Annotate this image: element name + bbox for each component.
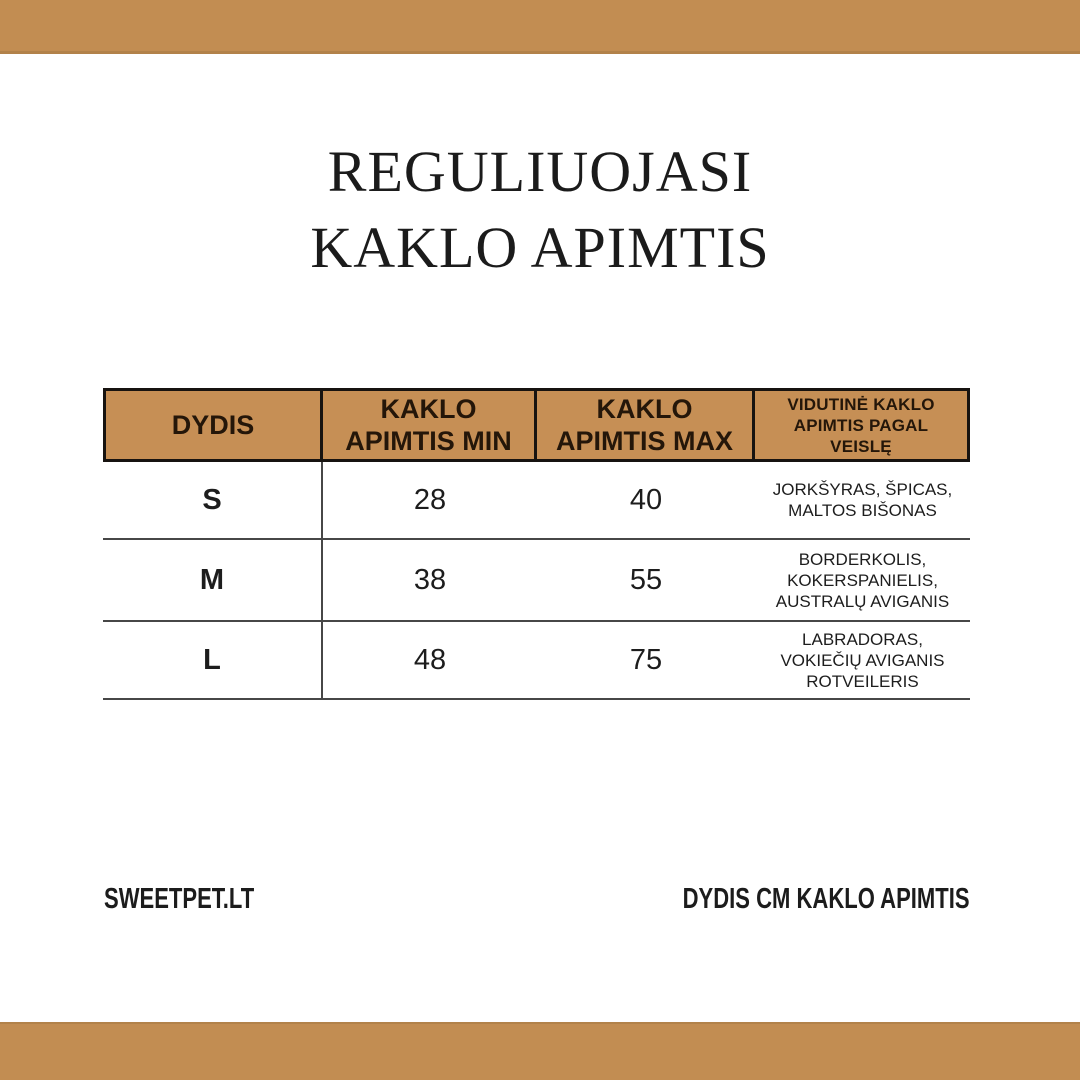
- breeds-line: AUSTRALŲ AVIGANIS: [775, 591, 950, 611]
- table-row-size-m: [103, 540, 970, 622]
- cell-max: 55: [629, 563, 663, 596]
- breeds-line: KOKERSPANIELIS,: [787, 570, 938, 590]
- size-unit-note: DYDIS CM KAKLO APIMTIS: [683, 883, 970, 915]
- column-header-label: VEISLĘ: [830, 436, 892, 456]
- breeds-line: ROTVEILERIS: [806, 671, 919, 691]
- bottom-accent-bar: [0, 1022, 1080, 1080]
- column-header-label: APIMTIS PAGAL: [793, 415, 929, 435]
- cell-breeds: [755, 462, 970, 538]
- page-title: [0, 134, 1080, 286]
- breeds-line: JORKŠYRAS, ŠPICAS,: [772, 480, 953, 499]
- cell-breeds: [755, 622, 970, 698]
- column-header-label: DYDIS: [171, 410, 255, 440]
- table-header-row: [103, 388, 970, 462]
- cell-min: 28: [413, 483, 447, 516]
- column-header-dydis: [103, 388, 323, 462]
- breeds-line: BORDERKOLIS,: [798, 549, 927, 569]
- column-header-label: VIDUTINĖ KAKLO: [787, 394, 935, 414]
- cell-size: M: [103, 540, 323, 620]
- brand-name: SWEETPET.LT: [104, 883, 255, 915]
- cell-max: 40: [629, 483, 663, 516]
- column-header-label: APIMTIS MAX: [555, 426, 733, 456]
- page-title-line2: KAKLO APIMTIS: [310, 215, 770, 280]
- cell-max: 75: [629, 643, 663, 676]
- cell-min: 48: [413, 643, 447, 676]
- column-header-label: KAKLO: [380, 394, 477, 424]
- breeds-line: MALTOS BIŠONAS: [788, 501, 937, 520]
- column-header-vidutine-kaklo-apimtis: [755, 388, 970, 462]
- column-header-label: KAKLO: [596, 394, 693, 424]
- cell-breeds: [755, 540, 970, 620]
- breeds-line: LABRADORAS,: [802, 629, 923, 649]
- table-row-size-l: [103, 622, 970, 700]
- top-accent-bar: [0, 0, 1080, 54]
- column-header-kaklo-apimtis-min: [323, 388, 537, 462]
- cell-min: 38: [413, 563, 447, 596]
- cell-size: S: [103, 462, 323, 538]
- column-header-label: APIMTIS MIN: [345, 426, 512, 456]
- page-title-line1: REGULIUOJASI: [327, 139, 753, 204]
- breeds-line: VOKIEČIŲ AVIGANIS: [780, 650, 945, 670]
- cell-size: L: [103, 622, 323, 698]
- column-header-kaklo-apimtis-max: [537, 388, 755, 462]
- size-table: [103, 388, 970, 700]
- table-row-size-s: [103, 462, 970, 540]
